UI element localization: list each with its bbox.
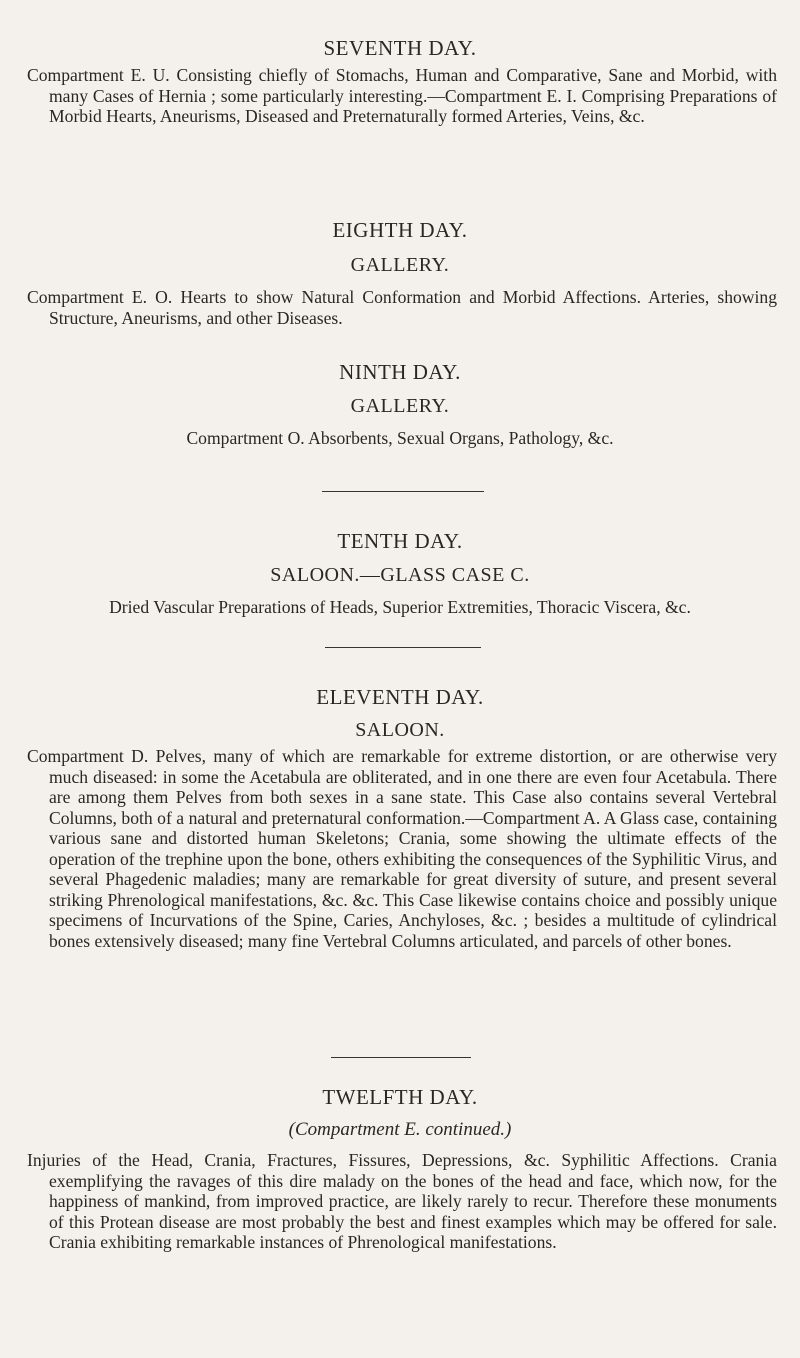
eighth-day-heading: EIGHTH DAY. [332, 218, 468, 242]
section-divider [331, 1057, 471, 1058]
seventh-day-text: Compartment E. U. Consisting chiefly of Stomachs, Human and Comparative, Sane and Morbid, with many Cases of Hernia ; some particularly interesting.—Compartment E. I. Comprising Preparations of Morbid Hearts, Aneurisms, Diseased and Preternaturally formed Arteries, Veins, &c. [27, 65, 777, 126]
section-divider [325, 647, 481, 648]
twelfth-day-subheading: (Compartment E. continued.) [288, 1119, 512, 1140]
section-divider [322, 491, 484, 492]
tenth-day-heading: TENTH DAY. [337, 529, 463, 553]
twelfth-day-text: Injuries of the Head, Crania, Fractures, Fissures, Depressions, &c. Syphilitic Affections. Crania exemplifying the ravages of this dire malady on the bones of the head and face, which now, for the happiness of mankind, from improved practice, are likely rarely to recur. Therefore these monuments of this Protean disease are most probably the best and finest examples which may be offered for sale. Crania exhibiting remarkable instances of Phrenological manifestations. [27, 1150, 777, 1252]
tenth-day-text: Dried Vascular Preparations of Heads, Superior Extremities, Thoracic Viscera, &c. [109, 597, 691, 617]
ninth-day-text: Compartment O. Absorbents, Sexual Organs, Pathology, &c. [186, 428, 614, 448]
eleventh-day-heading: ELEVENTH DAY. [316, 685, 484, 709]
ninth-day-subheading: GALLERY. [350, 395, 450, 417]
eleventh-day-subheading: SALOON. [355, 719, 445, 741]
tenth-day-subheading: SALOON.—GLASS CASE C. [270, 564, 530, 586]
twelfth-day-heading: TWELFTH DAY. [322, 1085, 478, 1109]
seventh-day-heading: SEVENTH DAY. [323, 36, 477, 60]
eleventh-day-text: Compartment D. Pelves, many of which are remarkable for extreme distortion, or are otherwise very much diseased: in some the Acetabula are obliterated, and in one there are even four Acetabula. There are among them Pelves from both sexes in a sane state. This Case also contains several Vertebral Columns, both of a natural and preternatural conformation.—Compartment A. A Glass case, containing various sane and distorted human Skeletons; Crania, some showing the ultimate effects of the operation of the trephine upon the bone, others exhibiting the consequences of the Syphilitic Virus, and several Phagedenic maladies; many are remarkable for great diversity of suture, and present several striking Phrenological manifestations, &c. &c. This Case likewise contains choice and possibly unique specimens of Incurvations of the Spine, Caries, Anchyloses, &c. ; besides a multitude of cylindrical bones extensively diseased; many fine Vertebral Columns articulated, and parcels of other bones. [27, 746, 777, 951]
eighth-day-subheading: GALLERY. [350, 254, 450, 276]
ninth-day-heading: NINTH DAY. [339, 360, 461, 384]
eighth-day-text: Compartment E. O. Hearts to show Natural Conformation and Morbid Affections. Arteries, showing Structure, Aneurisms, and other Diseases. [27, 287, 777, 328]
